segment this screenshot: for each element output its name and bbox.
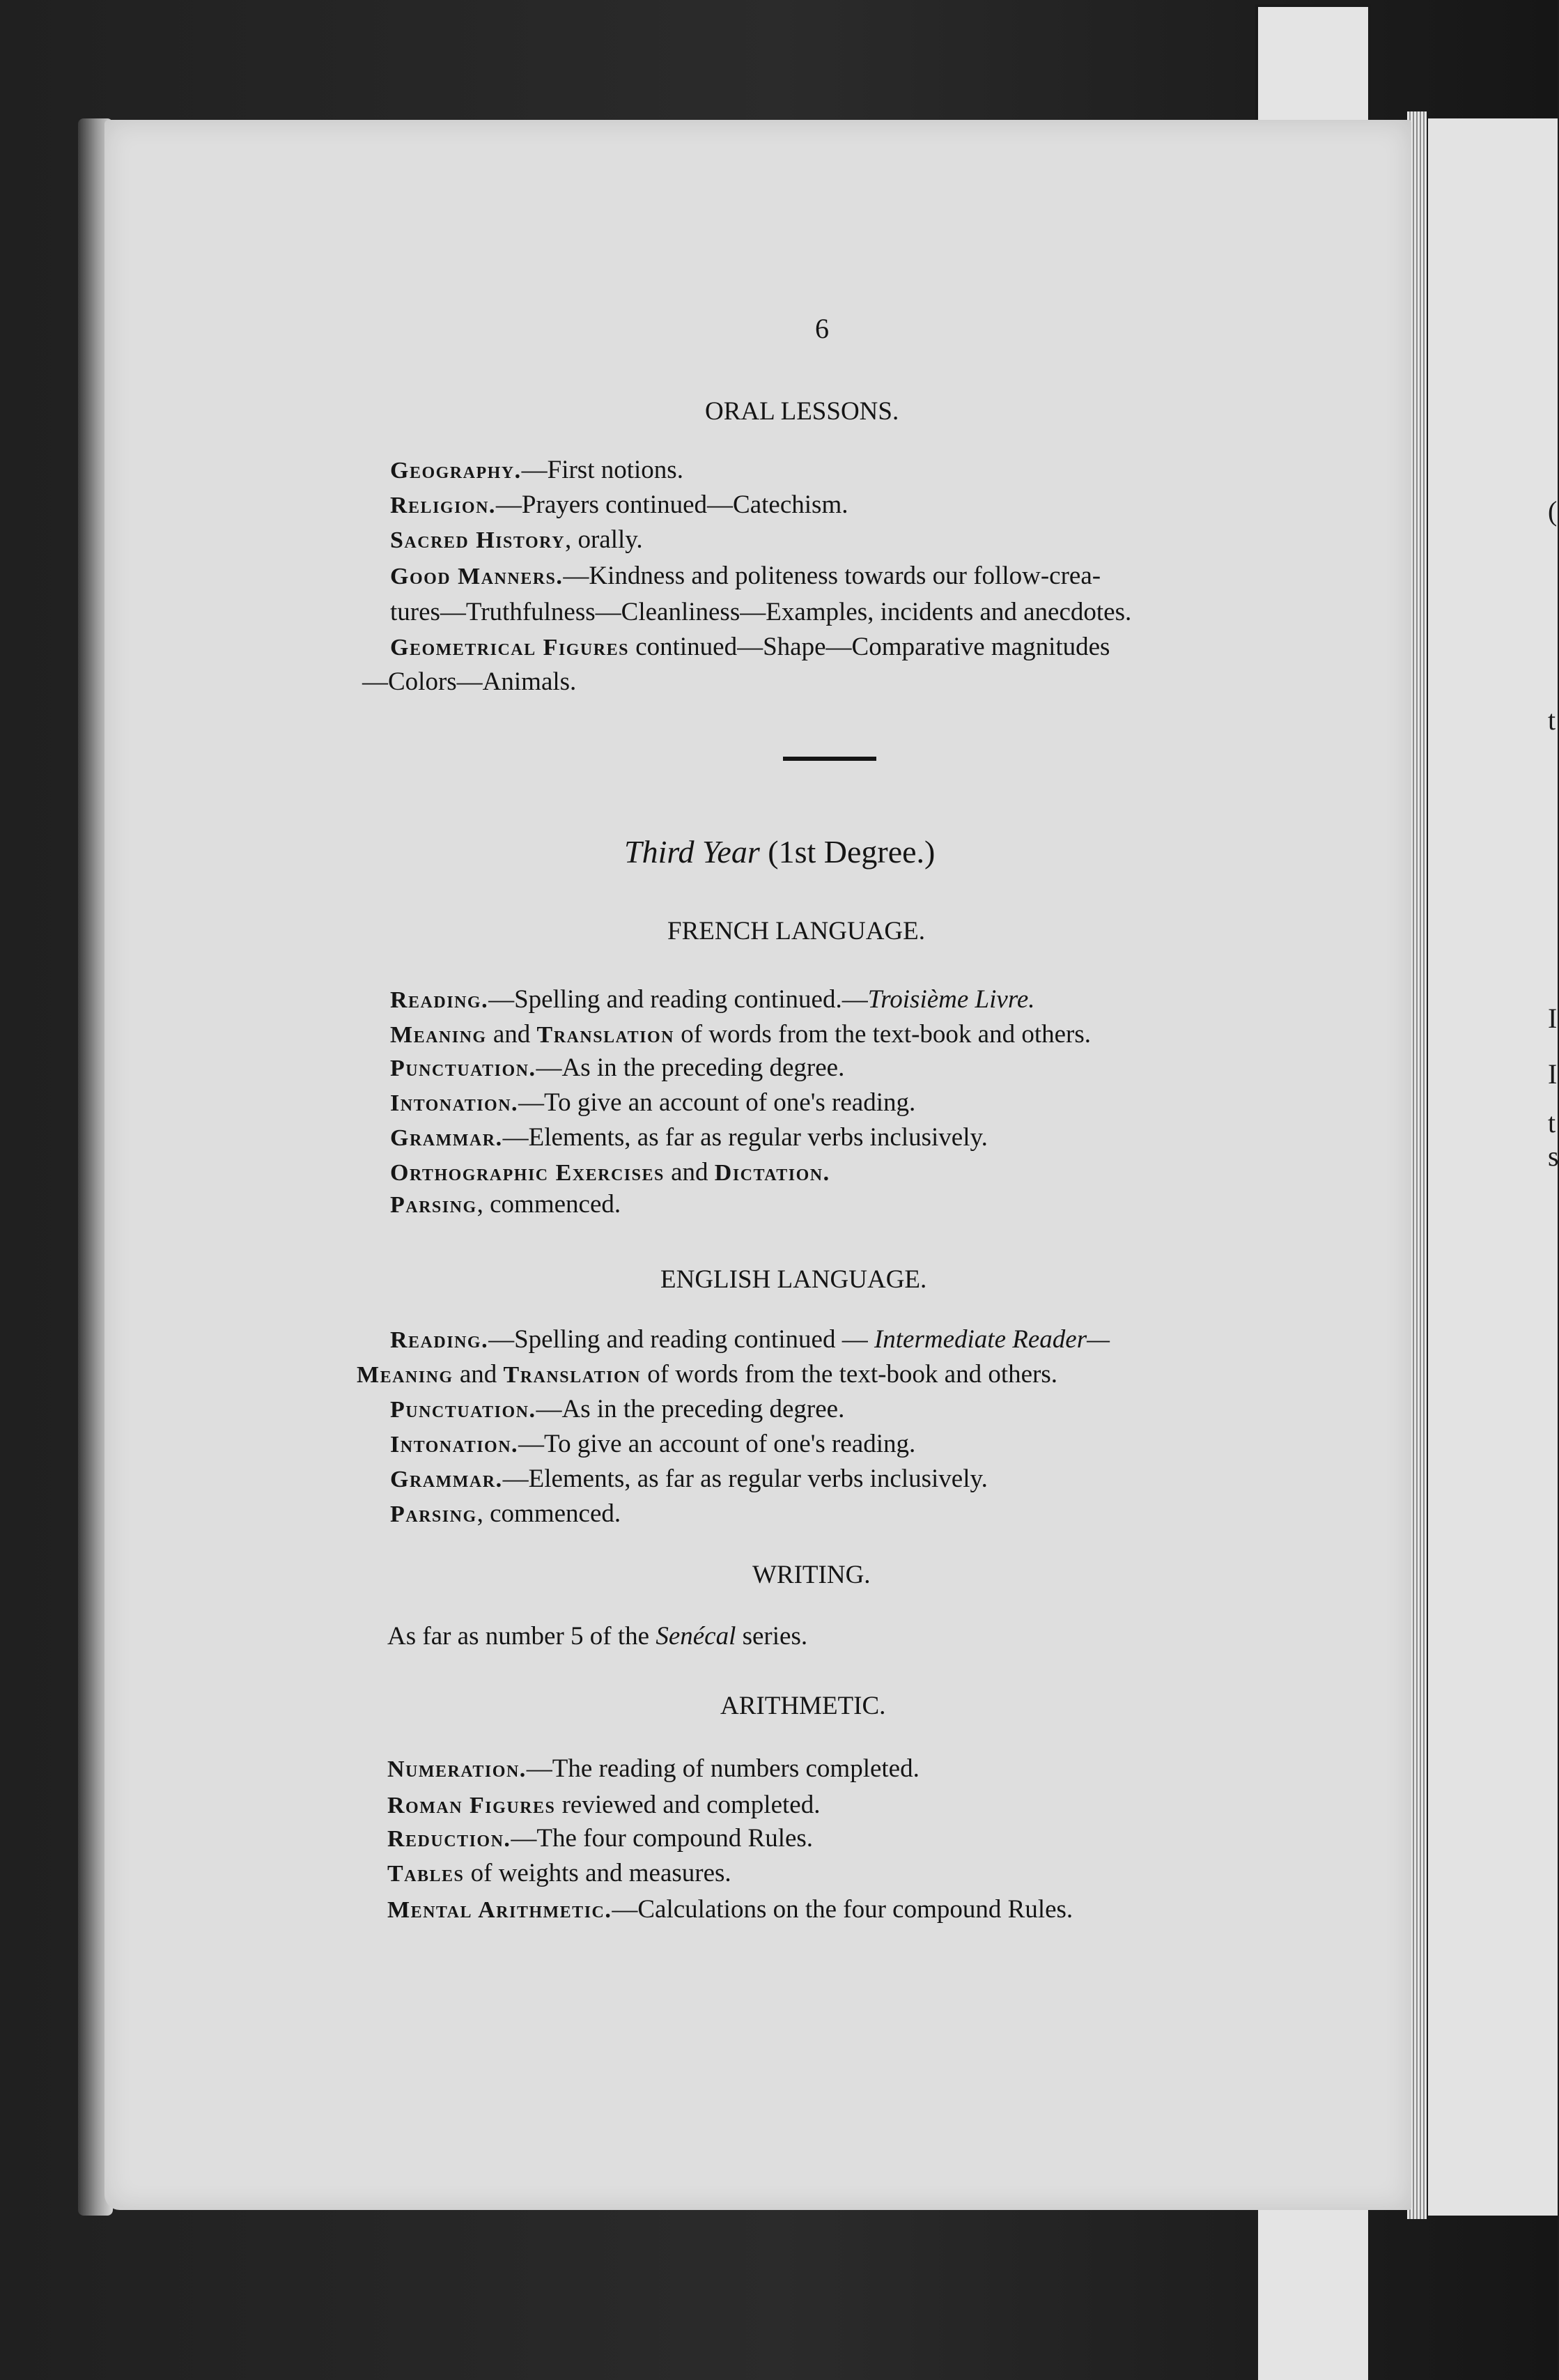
facing-page-glyph: I	[1548, 1003, 1558, 1034]
facing-page-glyph: t	[1548, 1107, 1556, 1138]
adjacent-page-tab-bottom	[1258, 2209, 1368, 2380]
oral-line: —Colors—Animals.	[362, 667, 577, 696]
french-line: Punctuation.—As in the preceding degree.	[390, 1053, 845, 1082]
french-line: Grammar.—Elements, as far as regular verbs inclusively.	[390, 1123, 988, 1152]
facing-page-glyph: (	[1548, 495, 1558, 527]
facing-page-glyph: s	[1548, 1141, 1559, 1172]
section-divider	[783, 757, 876, 761]
section-title-arithmetic: ARITHMETIC.	[720, 1692, 886, 1720]
oral-line: Religion.—Prayers continued—Catechism.	[390, 490, 848, 519]
arithmetic-line: Mental Arithmetic.—Calculations on the four compound Rules.	[387, 1895, 1073, 1924]
section-title-english: ENGLISH LANGUAGE.	[660, 1265, 927, 1294]
english-line: Parsing, commenced.	[390, 1499, 621, 1528]
facing-page-glyph: I	[1548, 1058, 1558, 1090]
french-line: Meaning and Translation of words from the text-book and others.	[390, 1020, 1092, 1049]
english-line: Punctuation.—As in the preceding degree.	[390, 1395, 845, 1423]
arithmetic-line: Reduction.—The four compound Rules.	[387, 1824, 814, 1853]
adjacent-page-tab-top	[1258, 7, 1368, 132]
section-title-oral-lessons: ORAL LESSONS.	[705, 397, 899, 426]
oral-line: Good Manners.—Kindness and politeness towards our follow-crea-	[390, 562, 1101, 590]
french-line: Intonation.—To give an account of one's reading.	[390, 1088, 916, 1117]
facing-page-glyph: t	[1548, 704, 1556, 736]
arithmetic-line: Numeration.—The reading of numbers completed.	[387, 1754, 920, 1783]
english-line: Intonation.—To give an account of one's reading.	[390, 1430, 916, 1458]
arithmetic-line: Tables of weights and measures.	[387, 1859, 731, 1887]
section-title-writing: WRITING.	[752, 1561, 871, 1589]
english-line: Meaning and Translation of words from the text-book and others.	[357, 1360, 1058, 1389]
english-line: Grammar.—Elements, as far as regular verbs inclusively.	[390, 1465, 988, 1493]
arithmetic-line: Roman Figures reviewed and completed.	[387, 1791, 821, 1819]
year-heading: Third Year (1st Degree.)	[624, 834, 936, 870]
french-line: Orthographic Exercises and Dictation.	[390, 1158, 830, 1187]
facing-page	[1428, 118, 1558, 2216]
french-line: Reading.—Spelling and reading continued.—Troisième Livre.	[390, 985, 1035, 1014]
english-line: Reading.—Spelling and reading continued — Intermediate Reader—	[390, 1325, 1110, 1354]
section-title-french: FRENCH LANGUAGE.	[667, 917, 925, 945]
oral-line: tures—Truthfulness—Cleanliness—Examples, incidents and anecdotes.	[390, 598, 1132, 626]
oral-line: Geometrical Figures continued—Shape—Comparative magnitudes	[390, 633, 1110, 661]
oral-line: Geography.—First notions.	[390, 456, 683, 484]
page-number: 6	[815, 313, 829, 344]
oral-line: Sacred History, orally.	[390, 525, 643, 554]
writing-line: As far as number 5 of the Senécal series.	[387, 1622, 808, 1651]
french-line: Parsing, commenced.	[390, 1190, 621, 1219]
